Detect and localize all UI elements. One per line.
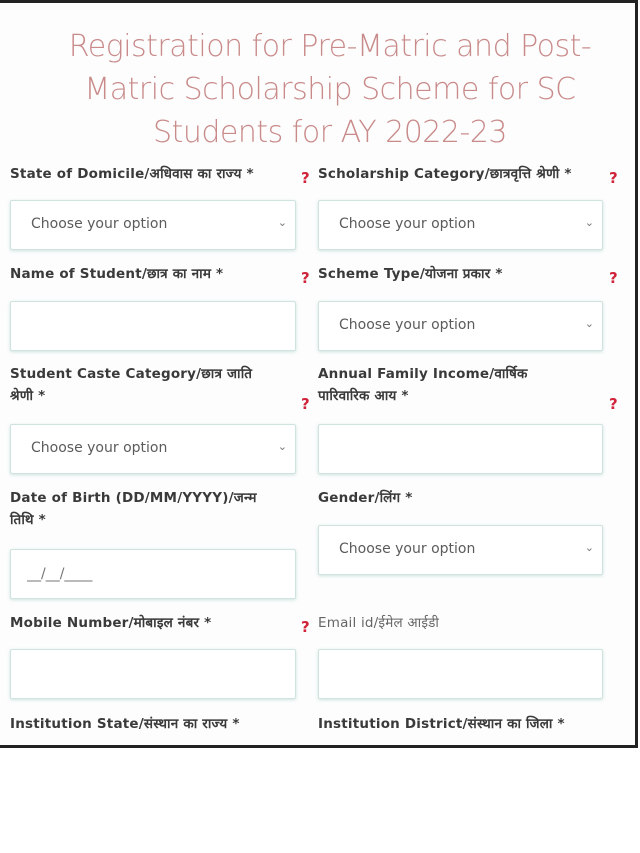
annual-income-help-icon[interactable]: ? <box>609 395 618 413</box>
date-of-birth-input[interactable] <box>10 549 296 599</box>
annual-income-label <box>318 363 528 407</box>
mobile-number-help-icon[interactable]: ? <box>301 618 310 636</box>
chevron-down-icon: ⌄ <box>277 216 287 229</box>
scholarship-category-placeholder: Choose your option <box>339 216 476 232</box>
caste-category-label <box>10 363 252 407</box>
date-of-birth-text[interactable] <box>11 550 295 598</box>
date-of-birth-label <box>10 487 257 531</box>
name-of-student-label: Name of Student/छात्र का नाम * <box>10 266 224 282</box>
title-line-1: Registration for Pre-Matric and Post- <box>68 29 592 64</box>
gender-select[interactable] <box>318 525 603 575</box>
gender-placeholder: Choose your option <box>339 541 476 557</box>
caste-category-label-line-1: Student Caste Category/छात्र जाति <box>10 366 253 382</box>
title-line-2: Matric Scholarship Scheme for SC <box>84 72 576 107</box>
scholarship-category-label: Scholarship Category/छात्रवृत्ति श्रेणी * <box>318 166 572 182</box>
institution-district-label: Institution District/संस्थान का जिला * <box>318 716 565 732</box>
chevron-down-icon: ⌄ <box>584 541 594 554</box>
scheme-type-help-icon[interactable]: ? <box>609 269 618 287</box>
form-title <box>40 25 620 154</box>
name-of-student-text[interactable] <box>11 302 295 350</box>
annual-income-label-line-2: पारिवारिक आय * <box>318 388 409 404</box>
mobile-number-input[interactable] <box>10 649 296 699</box>
institution-state-label: Institution State/संस्थान का राज्य * <box>10 716 240 732</box>
mobile-number-label: Mobile Number/मोबाइल नंबर * <box>10 615 212 631</box>
name-of-student-input[interactable] <box>10 301 296 351</box>
caste-category-placeholder: Choose your option <box>31 440 168 456</box>
annual-income-input[interactable] <box>318 424 603 474</box>
chevron-down-icon: ⌄ <box>277 440 287 453</box>
caste-category-help-icon[interactable]: ? <box>301 395 310 413</box>
chevron-down-icon: ⌄ <box>584 216 594 229</box>
email-id-input[interactable] <box>318 649 603 699</box>
state-of-domicile-label: State of Domicile/अधिवास का राज्य * <box>10 166 254 182</box>
state-of-domicile-placeholder: Choose your option <box>31 216 168 232</box>
email-id-text[interactable] <box>319 650 602 698</box>
email-id-label: Email id/ईमेल आईडी <box>318 615 440 631</box>
scheme-type-placeholder: Choose your option <box>339 317 476 333</box>
gender-label: Gender/लिंग * <box>318 490 413 506</box>
scheme-type-label: Scheme Type/योजना प्रकार * <box>318 266 503 282</box>
name-of-student-help-icon[interactable]: ? <box>301 269 310 287</box>
date-of-birth-label-line-1: Date of Birth (DD/MM/YYYY)/जन्म <box>10 490 257 506</box>
title-line-3: Students for AY 2022-23 <box>153 115 507 150</box>
caste-category-label-line-2: श्रेणी * <box>10 388 46 404</box>
state-of-domicile-help-icon[interactable]: ? <box>301 169 310 187</box>
annual-income-text[interactable] <box>319 425 602 473</box>
state-of-domicile-select[interactable] <box>10 200 296 250</box>
scholarship-category-help-icon[interactable]: ? <box>609 169 618 187</box>
mobile-number-text[interactable] <box>11 650 295 698</box>
scheme-type-select[interactable] <box>318 301 603 351</box>
annual-income-label-line-1: Annual Family Income/वार्षिक <box>318 366 528 382</box>
chevron-down-icon: ⌄ <box>584 317 594 330</box>
scholarship-category-select[interactable] <box>318 200 603 250</box>
caste-category-select[interactable] <box>10 424 296 474</box>
date-of-birth-label-line-2: तिथि * <box>10 512 46 528</box>
